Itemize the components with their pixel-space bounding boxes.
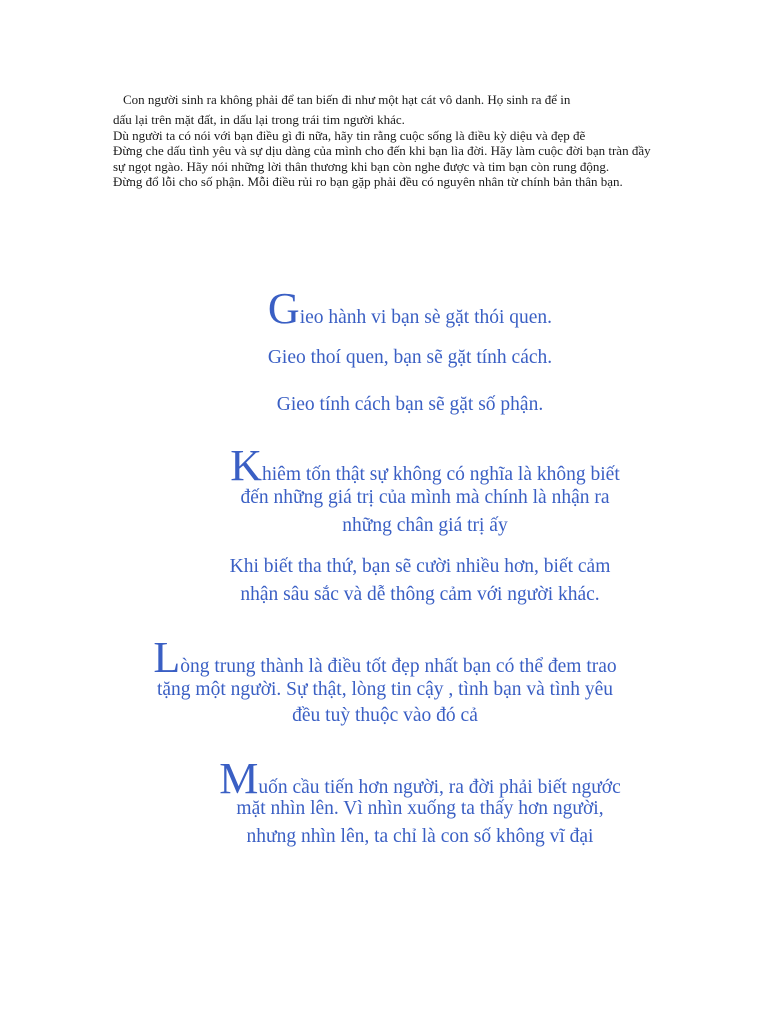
quote-3-line-1: Khi biết tha thứ, bạn sẽ cười nhiều hơn, biết cảm xyxy=(229,556,611,577)
quote-1-line-1 xyxy=(200,284,620,333)
quote-text: hiêm tốn thật sự không có nghĩa là không biết xyxy=(262,464,620,485)
drop-cap: K xyxy=(230,441,263,490)
quote-2-line-2: đến những giá trị của mình mà chính là nhận ra xyxy=(240,487,610,508)
drop-cap: G xyxy=(267,284,300,333)
quote-1-line-2: Gieo thoí quen, bạn sẽ gặt tính cách. xyxy=(267,347,553,368)
quote-5-line-2: mặt nhìn lên. Vì nhìn xuống ta thấy hơn người, xyxy=(236,798,604,819)
intro-line-2: dấu lại trên mặt đất, in dấu lại trong trái tim người khác. xyxy=(113,112,405,128)
quote-text: òng trung thành là điều tốt đẹp nhất bạn có thể đem trao xyxy=(180,656,617,677)
intro-paragraph-4: Đừng đổ lỗi cho số phận. Mỗi điều rủi ro bạn gặp phải đều có nguyên nhân từ chính bản thân bạn. xyxy=(113,174,623,190)
intro-line-1: Con người sinh ra không phải để tan biến đi như một hạt cát vô danh. Họ sinh ra để in xyxy=(123,92,571,107)
quote-3-line-2: nhận sâu sắc và dễ thông cảm với người khác. xyxy=(240,584,600,605)
quote-1-line-3: Gieo tính cách bạn sẽ gặt số phận. xyxy=(276,394,544,415)
quote-5-line-3: nhưng nhìn lên, ta chỉ là con số không vĩ đại xyxy=(246,826,594,847)
drop-cap: L xyxy=(153,633,181,682)
quote-4-line-3: đều tuỳ thuộc vào đó cả xyxy=(292,705,478,726)
intro-paragraph-3: Đừng che dấu tình yêu và sự dịu dàng của mình cho đến khi bạn lìa đời. Hãy làm cuộc đời bạn tràn đầy sự ngọt ngào. Hãy nói những lời thân thương khi bạn còn nghe được và tim bạn còn rung động. xyxy=(113,143,651,174)
quote-2-line-3: những chân giá trị ấy xyxy=(342,515,508,536)
intro-text xyxy=(113,92,653,189)
quote-4-line-2: tặng một người. Sự thật, lòng tin cậy , tình bạn và tình yêu xyxy=(156,679,614,700)
quote-text: ieo hành vi bạn sè gặt thói quen. xyxy=(299,307,553,328)
quote-text: uốn cầu tiến hơn người, ra đời phải biết ngước xyxy=(258,777,621,798)
drop-cap: M xyxy=(219,754,259,803)
intro-paragraph-2: Dù người ta có nói với bạn điều gì đi nữa, hãy tin rằng cuộc sống là điều kỳ diệu và đẹp đẽ xyxy=(113,127,586,143)
